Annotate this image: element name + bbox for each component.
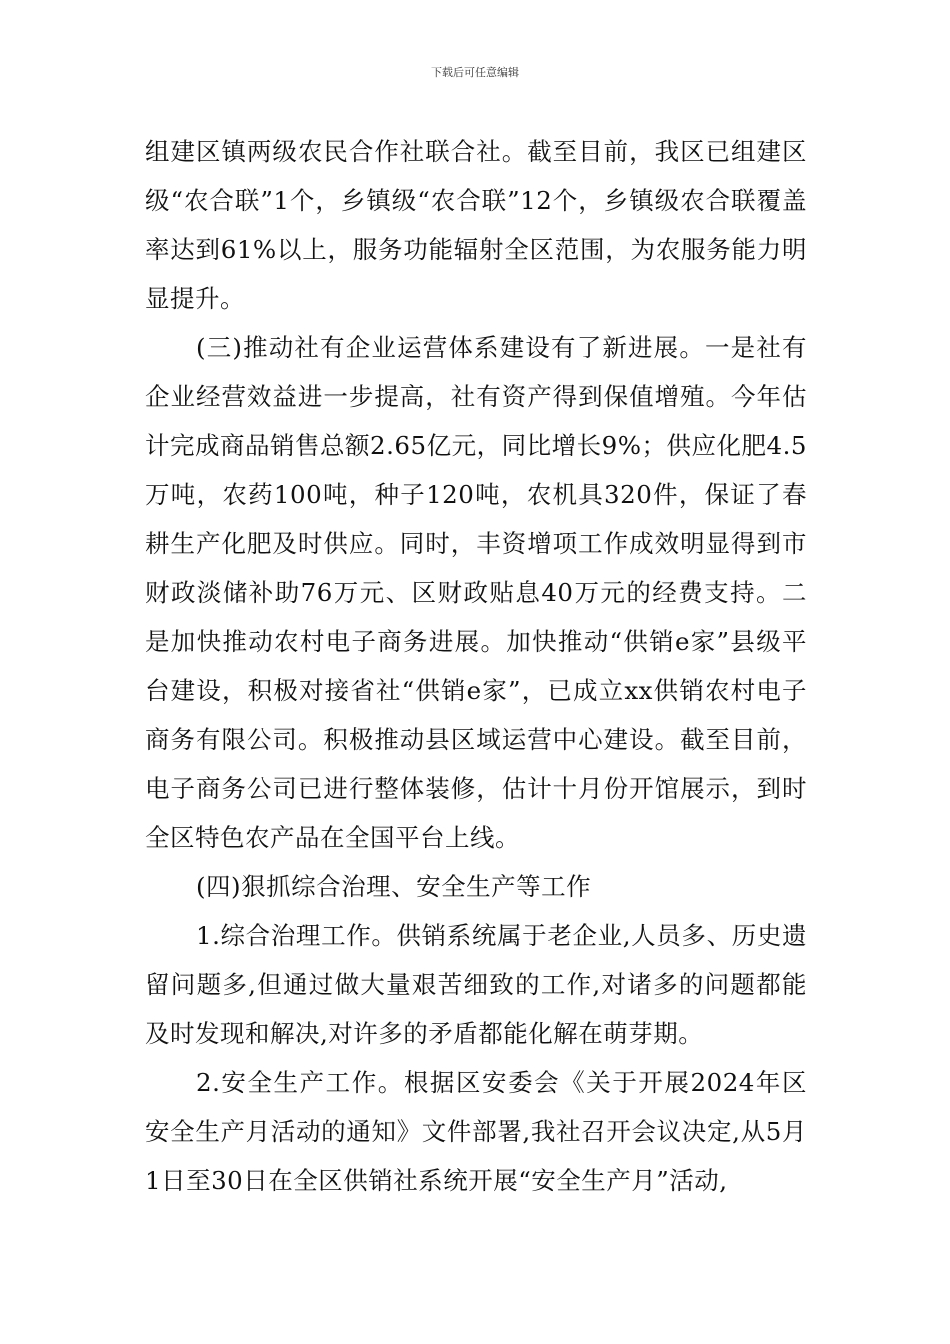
- paragraph-continuation: 组建区镇两级农民合作社联合社。截至目前，我区已组建区级“农合联”1个，乡镇级“农合联”12个，乡镇级农合联覆盖率达到61%以上，服务功能辐射全区范围，为农服务能力明显提升。: [145, 137, 807, 313]
- paragraph-section-four-heading: (四)狠抓综合治理、安全生产等工作: [196, 872, 592, 901]
- paragraph-section-three: (三)推动社有企业运营体系建设有了新进展。一是社有企业经营效益进一步提高，社有资产得到保值增殖。今年估计完成商品销售总额2.65亿元，同比增长9%；供应化肥4.5万吨，农药100吨，种子120吨，农机具320件，保证了春耕生产化肥及时供应。同时，丰资增项工作成效明显得到市财政淡储补助76万元、区财政贴息40万元的经费支持。二是加快推动农村电子商务进展。加快推动“供销e家”县级平台建设，积极对接省社“供销e家”，已成立xx供销农村电子商务有限公司。积极推动县区域运营中心建设。截至目前，电子商务公司已进行整体装修，估计十月份开馆展示，到时全区特色农产品在全国平台上线。: [145, 333, 807, 852]
- paragraph-safety-production: 2.安全生产工作。根据区安委会《关于开展2024年区安全生产月活动的通知》文件部署,我社召开会议决定,从5月1日至30日在全区供销社系统开展“安全生产月”活动,: [145, 1068, 807, 1195]
- paragraph-comprehensive-governance: 1.综合治理工作。供销系统属于老企业,人员多、历史遗留问题多,但通过做大量艰苦细致的工作,对诸多的问题都能及时发现和解决,对许多的矛盾都能化解在萌芽期。: [145, 921, 807, 1048]
- page-header: 下载后可任意编辑: [431, 66, 519, 79]
- document-body: [145, 127, 807, 1205]
